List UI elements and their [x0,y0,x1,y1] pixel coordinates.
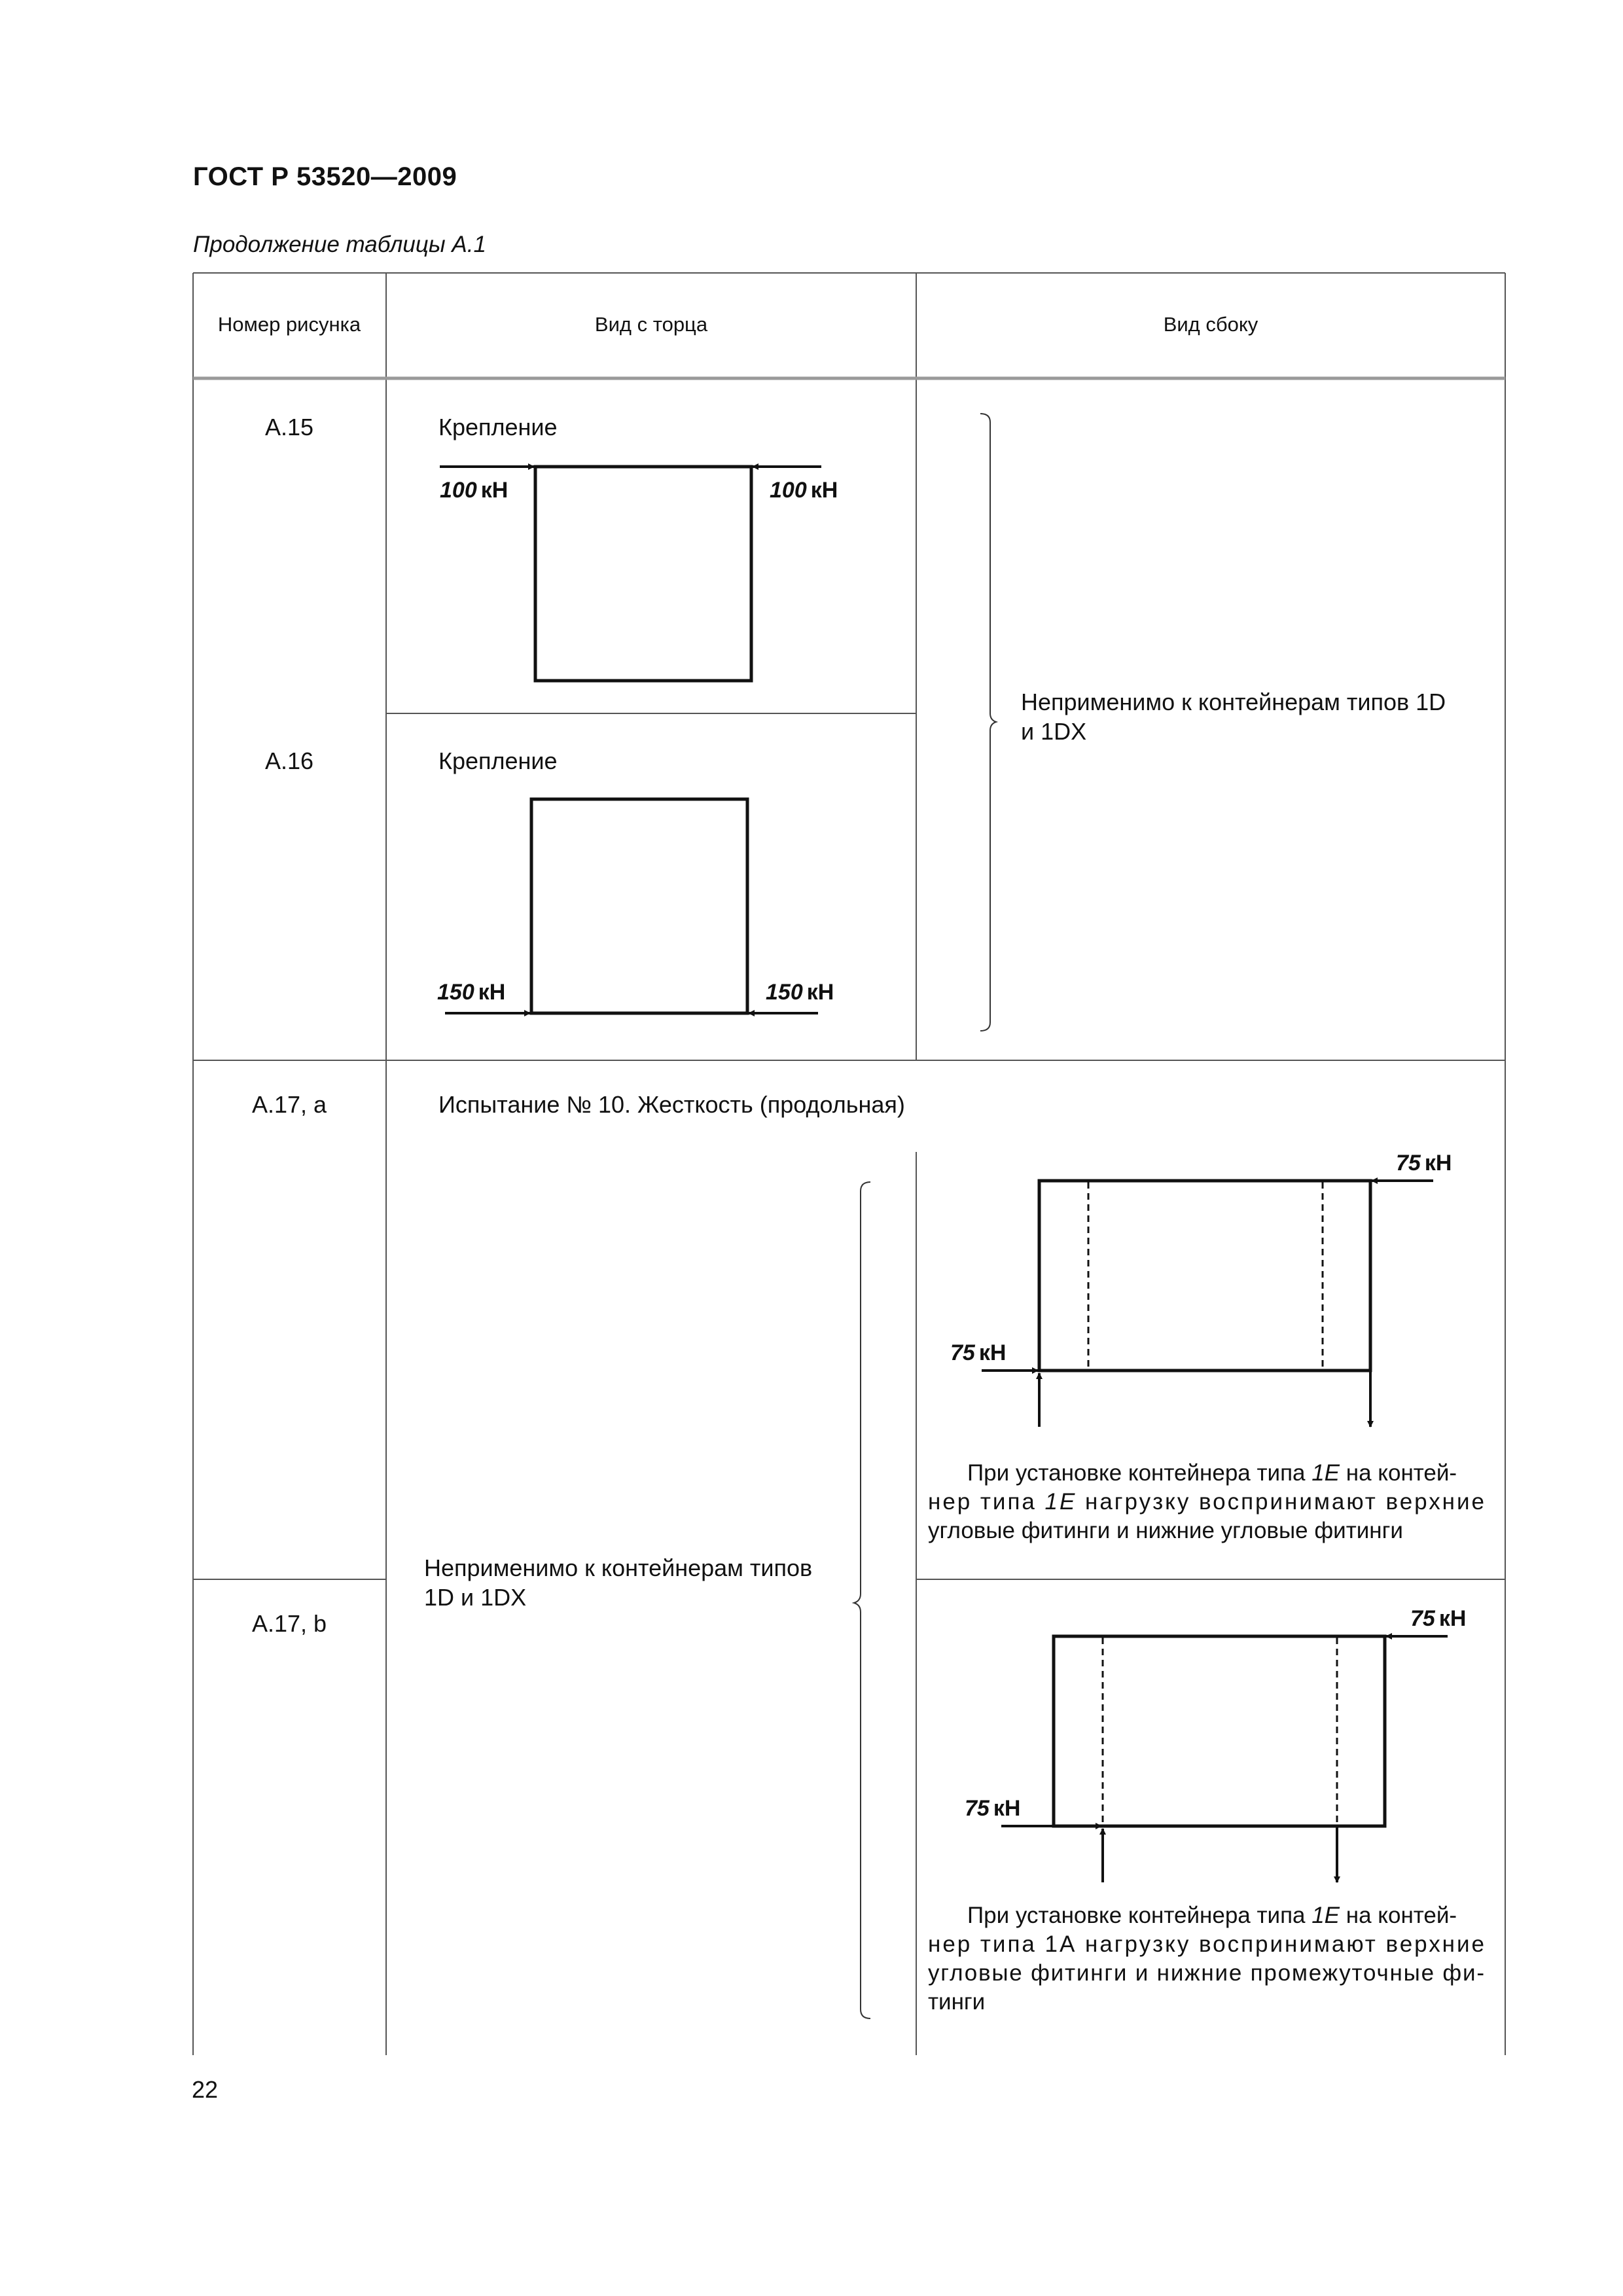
note-a17b-line-3: угловые фитинги и нижние промежуточные фи- [928,1960,1484,1986]
note-a17a-line-2: нер типа 1E нагрузку воспринимают верхние [928,1489,1484,1515]
figure-number-a17b: А.17, b [251,1610,327,1637]
column-header-figure-number: Номер рисунка [217,313,361,336]
note-a17b-line-4: тинги [928,1989,986,2015]
end-view-na-line-1: Неприменимо к контейнерам типов [424,1554,813,1581]
side-view-diagram-a17b [1001,1636,1448,1882]
side-view-diagram-a17a [982,1181,1433,1427]
end-view-na-line-2: 1D и 1DX [424,1584,527,1611]
test-title: Испытание № 10. Жесткость (продольная) [438,1091,905,1118]
force-label-a16-right: 150 кН [766,980,834,1005]
column-header-side-view: Вид сбоку [1163,313,1258,336]
figure-number-a17a: А.17, а [251,1091,327,1118]
table-grid [193,273,1505,2055]
page-number: 22 [192,2076,219,2103]
force-label-a17b-top: 75 кН [1410,1606,1467,1631]
note-a17a-line-1: При установке контейнера типа 1E на контей- [967,1460,1457,1486]
side-view-na-line-1: Неприменимо к контейнерам типов 1D [1021,689,1446,715]
fastening-label-a16: Крепление [438,747,558,774]
side-view-na-line-2: и 1DX [1021,718,1087,745]
force-label-a16-left: 150 кН [437,980,506,1005]
note-a17a-line-3: угловые фитинги и нижние угловые фитинги [928,1518,1403,1543]
force-label-a15-right: 100 кН [770,478,838,503]
figure-number-a15: А.15 [264,414,314,440]
force-label-a17a-bottom: 75 кН [950,1340,1007,1365]
note-a17b-line-2: нер типа 1А нагрузку воспринимают верхние [928,1931,1484,1957]
side-view-brace [980,414,996,1031]
document-header: ГОСТ Р 53520—2009 [193,162,457,191]
force-label-a17a-top: 75 кН [1396,1151,1452,1175]
figure-number-a16: А.16 [264,747,314,774]
fastening-label-a15: Крепление [438,414,558,440]
force-label-a15-left: 100 кН [440,478,508,503]
end-view-brace [854,1182,870,2018]
note-a17b-line-1: При установке контейнера типа 1E на контей- [967,1903,1457,1928]
force-label-a17b-bottom: 75 кН [965,1796,1021,1821]
column-header-end-view: Вид с торца [594,313,708,336]
table-caption: Продолжение таблицы А.1 [193,232,486,257]
